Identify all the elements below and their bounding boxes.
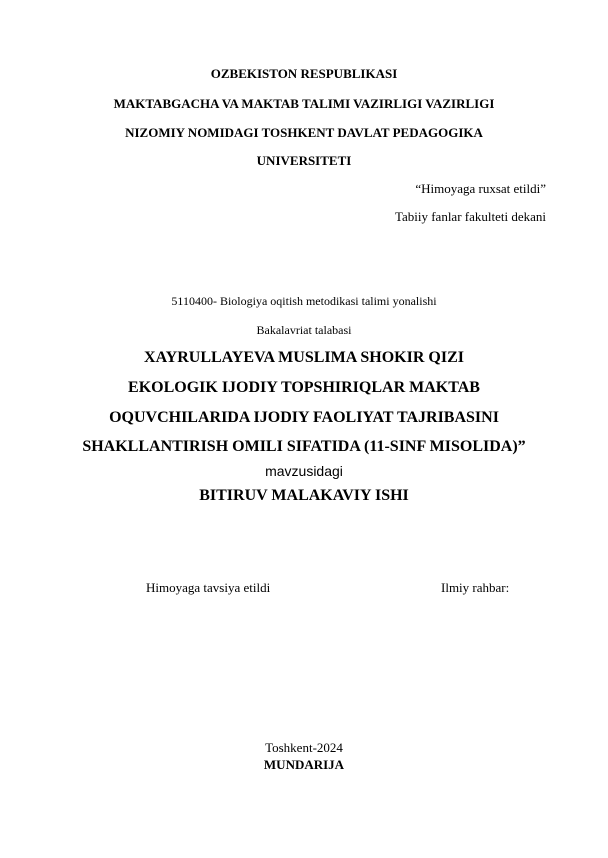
work-type: BITIRUV MALAKAVIY ISHI <box>199 487 409 504</box>
city-year: Toshkent-2024 <box>265 740 343 755</box>
contents-heading: MUNDARIJA <box>263 757 345 772</box>
university-name-line1: NIZOMIY NOMIDAGI TOSHKENT DAVLAT PEDAGOGIKA <box>125 125 483 140</box>
student-name: XAYRULLAYEVA MUSLIMA SHOKIR QIZI <box>144 349 464 366</box>
approval-note: “Himoyaga ruxsat etildi” <box>415 181 546 196</box>
study-direction: 5110400- Biologiya oqitish metodikasi talimi yonalishi <box>171 294 437 308</box>
dean-title: Tabiiy fanlar fakulteti dekani <box>394 209 546 224</box>
student-level: Bakalavriat talabasi <box>256 323 352 337</box>
country-name: OZBEKISTON RESPUBLIKASI <box>210 66 398 81</box>
ministry-name: MAKTABGACHA VA MAKTAB TALIMI VAZIRLIGI VAZIRLIGI <box>113 96 495 111</box>
university-name-line2: UNIVERSITETI <box>256 153 352 168</box>
thesis-title-line2: OQUVCHILARIDA IJODIY FAOLIYAT TAJRIBASINI <box>109 409 499 426</box>
topic-word: mavzusidagi <box>265 463 343 479</box>
thesis-title-line3: SHAKLLANTIRISH OMILI SIFATIDA (11-SINF MISOLIDA)” <box>82 438 526 455</box>
defense-recommended-label: Himoyaga tavsiya etildi <box>146 580 271 595</box>
supervisor-label: Ilmiy rahbar: <box>441 580 510 595</box>
thesis-title-line1: EKOLOGIK IJODIY TOPSHIRIQLAR MAKTAB <box>128 379 480 396</box>
